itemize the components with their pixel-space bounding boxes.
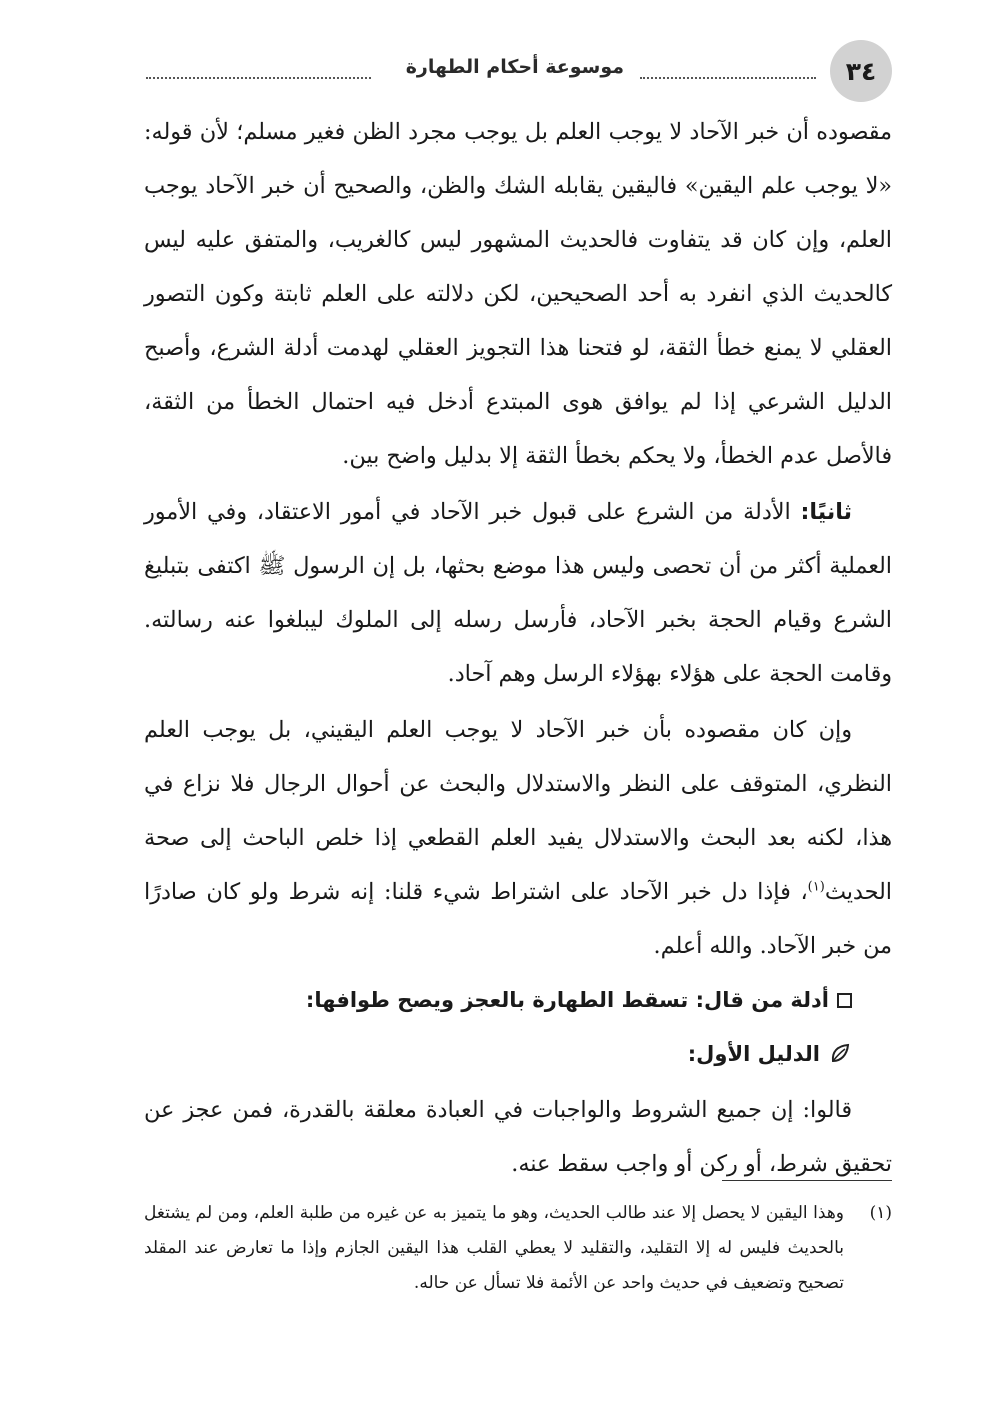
paragraph (144, 703, 892, 973)
subsection-heading (144, 1027, 892, 1081)
section-heading-text: أدلة من قال: تسقط الطهارة بالعجز ويصح طوافها: (305, 988, 829, 1012)
paragraph (144, 485, 892, 701)
page-header (140, 38, 892, 108)
paragraph-text: ، فإذا دل خبر الآحاد على اشتراط شيء قلنا: إنه شرط ولو كان صادرًا من خبر الآحاد. والله أعلم. (144, 879, 892, 959)
footnote-text: وهذا اليقين لا يحصل إلا عند طالب الحديث، وهو ما يتميز به عن غيره من طلبة العلم، ومن لم يشتغل بالحديث فليس له إلا التقليد، والتقليد لا يعطي القلب هذا اليقين الجازم وإذا ما تعارض عند المقلد تصحيح وتضعيف في حديث واحد عن الأئمة فلا تسأل عن حاله. (144, 1203, 844, 1293)
header-dotted-rule (640, 77, 816, 79)
footnote-reference[interactable]: (١) (807, 879, 825, 895)
main-text (144, 105, 892, 1191)
paragraph-lead: ثانيًا: (800, 499, 852, 525)
paragraph-text: الأدلة من الشرع على قبول خبر الآحاد في أمور الاعتقاد، وفي الأمور العملية أكثر من أن تحصى وليس هذا موضع بحثها، بل إن الرسول ﷺ اكتفى بتبليغ الشرع وقيام الحجة بخبر الآحاد، فأرسل رسله إلى الملوك ليبلغوا عنه رسالته. وقامت الحجة على هؤلاء بهؤلاء الرسل وهم آحاد. (144, 499, 892, 687)
running-title: موسوعة أحكام الطهارة (405, 56, 624, 78)
paragraph-text: وإن كان مقصوده بأن خبر الآحاد لا يوجب العلم اليقيني، بل يوجب العلم النظري، المتوقف على النظر والاستدلال والبحث عن أحوال الرجال فلا نزاع في هذا، لكنه بعد البحث والاستدلال يفيد العلم القطعي إذا خلص الباحث إلى صحة الحديث (144, 717, 892, 905)
leaf-icon (828, 1042, 852, 1066)
header-dotted-rule (146, 77, 371, 79)
footnote (144, 1196, 892, 1301)
footnote-separator (722, 1180, 892, 1181)
subsection-heading-text: الدليل الأول: (687, 1042, 820, 1066)
paragraph: قالوا: إن جميع الشروط والواجبات في العبادة معلقة بالقدرة، فمن عجز عن تحقيق شرط، أو ركن أو واجب سقط عنه. (144, 1097, 892, 1177)
section-heading (144, 973, 892, 1027)
checkbox-icon (837, 993, 852, 1008)
paragraph: مقصوده أن خبر الآحاد لا يوجب العلم بل يوجب مجرد الظن فغير مسلم؛ لأن قوله: «لا يوجب علم اليقين» فاليقين يقابله الشك والظن، والصحيح أن خبر الآحاد يوجب العلم، وإن كان قد يتفاوت فالحديث المشهور ليس كالغريب، والمتفق عليه ليس كالحديث الذي انفرد به أحد الصحيحين، لكن دلالته على العلم ثابتة وكون التصور العقلي لا يمنع خطأ الثقة، لو فتحنا هذا التجويز العقلي لهدمت أدلة الشرع، وأصبح الدليل الشرعي إذا لم يوافق هوى المبتدع أدخل فيه احتمال الخطأ من الثقة، فالأصل عدم الخطأ، ولا يحكم بخطأ الثقة إلا بدليل واضح بين. (144, 119, 892, 469)
page-number: ٣٤ (830, 40, 892, 102)
footnote-number: (١) (869, 1203, 892, 1223)
